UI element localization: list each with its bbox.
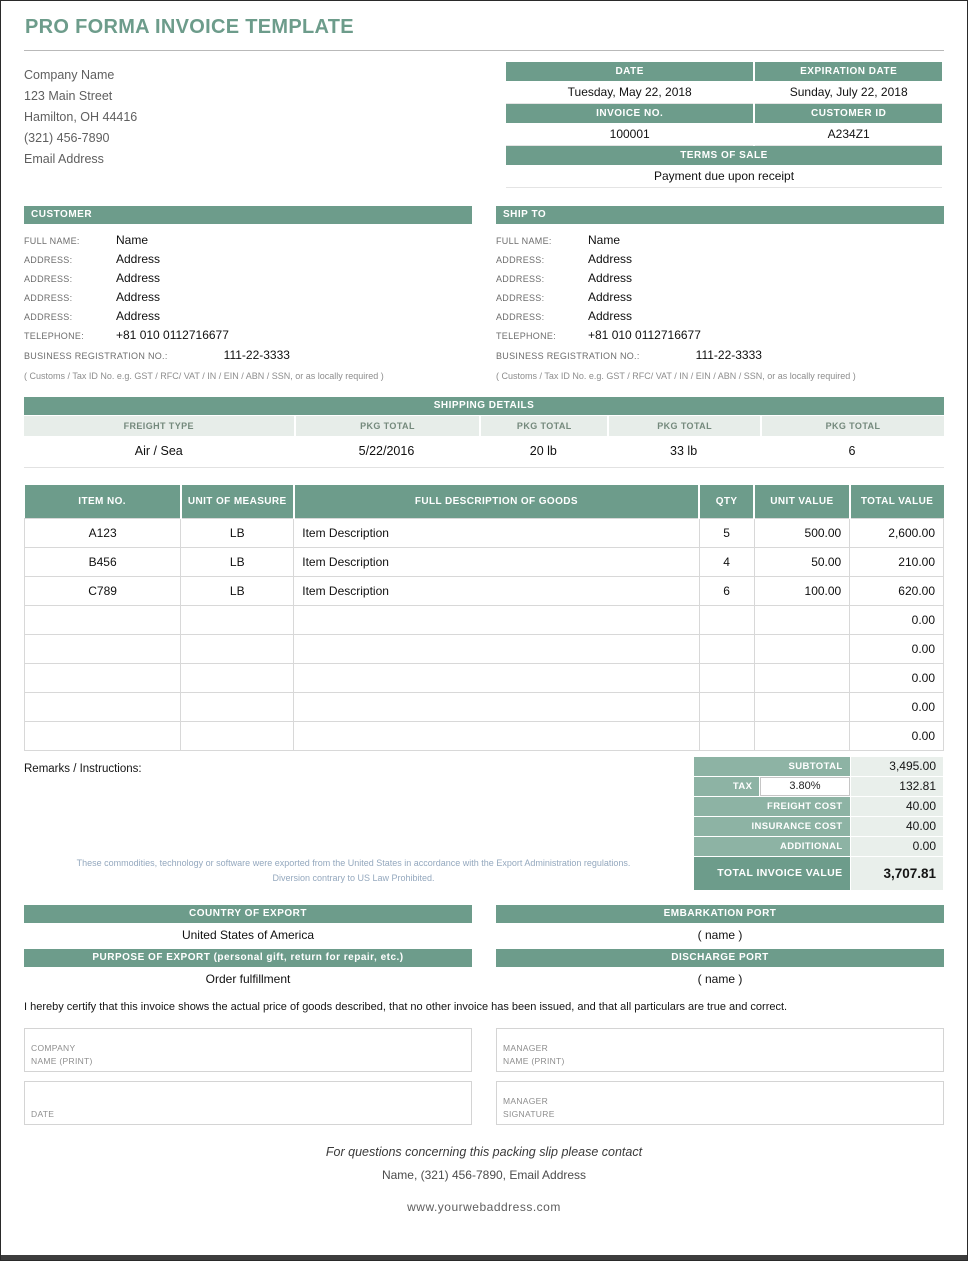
- field-value: Address: [116, 290, 161, 304]
- pkg-total-header: PKG TOTAL: [760, 416, 944, 436]
- unit-value-cell: [754, 634, 850, 663]
- items-header-row: [25, 485, 944, 518]
- total-value-header: TOTAL VALUE: [850, 485, 944, 518]
- totals-table: [693, 756, 944, 891]
- qty-cell: [699, 721, 754, 750]
- discharge-port-header-bar: DISCHARGE PORT: [496, 949, 944, 967]
- customer-section: [24, 206, 472, 381]
- ship-to-address-row: [496, 271, 944, 290]
- company-name: Company Name: [24, 68, 115, 82]
- customer-address-row: [24, 290, 472, 309]
- unit-cell: [181, 721, 294, 750]
- customer-id-value: A234Z1: [755, 123, 942, 146]
- unit-of-measure-header: UNIT OF MEASURE: [181, 485, 294, 518]
- legal-export-statement: [24, 856, 683, 891]
- company-email: Email Address: [24, 152, 104, 166]
- unit-cell: [181, 663, 294, 692]
- freight-type-value: Air / Sea: [24, 436, 294, 468]
- totals-section: [24, 756, 944, 891]
- description-header: FULL DESCRIPTION OF GOODS: [294, 485, 699, 518]
- invoice-no-value: 100001: [506, 123, 753, 146]
- items-table: [24, 485, 944, 751]
- description-cell: Item Description: [294, 576, 699, 605]
- customer-address-row: [24, 271, 472, 290]
- manager-name-print-label: MANAGER NAME (PRINT): [503, 1043, 565, 1066]
- unit-cell: [181, 605, 294, 634]
- table-row: [25, 605, 944, 634]
- business-reg-label: BUSINESS REGISTRATION NO.:: [24, 351, 168, 361]
- field-label: TELEPHONE:: [24, 331, 85, 341]
- expiration-date-value: Sunday, July 22, 2018: [755, 81, 942, 104]
- description-cell: [294, 663, 699, 692]
- field-label: TELEPHONE:: [496, 331, 557, 341]
- table-row: [25, 518, 944, 547]
- unit-value-header: UNIT VALUE: [754, 485, 850, 518]
- field-value: Address: [116, 309, 161, 323]
- ship-to-address-row: [496, 252, 944, 271]
- purpose-of-export-value: Order fulfillment: [205, 971, 291, 986]
- item-no-cell: [25, 721, 181, 750]
- customer-address-row: [24, 309, 472, 328]
- pkg-total-header: PKG TOTAL: [294, 416, 480, 436]
- description-cell: [294, 692, 699, 721]
- insurance-cost-value: 40.00: [851, 817, 943, 836]
- business-reg-value: 111-22-3333: [223, 348, 290, 362]
- subtotal-row: [694, 757, 943, 776]
- field-label: ADDRESS:: [496, 293, 545, 303]
- export-section: [24, 905, 944, 993]
- total-value-cell: 210.00: [850, 547, 944, 576]
- embarkation-port-header-bar: EMBARKATION PORT: [496, 905, 944, 923]
- unit-value-cell: [754, 605, 850, 634]
- ship-to-business-reg-note: ( Customs / Tax ID No. e.g. GST / RFC/ VAT / IN / EIN / ABN / SSN, or as locally required ): [496, 371, 856, 381]
- field-value: +81 010 0112716677: [588, 328, 701, 342]
- footer-contact-details: Name, (321) 456-7890, Email Address: [381, 1167, 587, 1182]
- insurance-cost-row: [694, 817, 943, 836]
- ship-to-section: [496, 206, 944, 381]
- date-header: DATE: [506, 62, 753, 81]
- customer-telephone-row: [24, 328, 472, 347]
- field-label: ADDRESS:: [496, 274, 545, 284]
- legal-line-2: Diversion contrary to US Law Prohibited.: [272, 873, 435, 884]
- field-label: ADDRESS:: [496, 255, 545, 265]
- field-label: ADDRESS:: [24, 255, 73, 265]
- embarkation-port-value: ( name ): [697, 927, 743, 942]
- business-reg-label: BUSINESS REGISTRATION NO.:: [496, 351, 640, 361]
- total-invoice-value-label: TOTAL INVOICE VALUE: [694, 857, 850, 890]
- total-value-cell: 0.00: [850, 692, 944, 721]
- ship-to-full-name-row: [496, 233, 944, 252]
- unit-value-cell: 50.00: [754, 547, 850, 576]
- unit-value-cell: [754, 663, 850, 692]
- country-of-export-value: United States of America: [181, 927, 315, 942]
- unit-value-cell: [754, 692, 850, 721]
- qty-header: QTY: [699, 485, 754, 518]
- shipping-details-grid: [24, 415, 944, 468]
- footer-web-address: www.yourwebaddress.com: [407, 1199, 561, 1214]
- export-right-column: [496, 905, 944, 993]
- terms-of-sale-header: TERMS OF SALE: [506, 146, 942, 165]
- pkg-total-value: 5/22/2016: [294, 436, 480, 468]
- field-value: Address: [116, 252, 161, 266]
- qty-cell: [699, 634, 754, 663]
- ship-to-header-bar: SHIP TO: [496, 206, 944, 224]
- total-value-cell: 0.00: [850, 663, 944, 692]
- unit-value-cell: 500.00: [754, 518, 850, 547]
- grand-total-row: [694, 857, 943, 890]
- description-cell: Item Description: [294, 547, 699, 576]
- company-info: [24, 62, 454, 188]
- field-value: Name: [116, 233, 149, 247]
- date-label: DATE: [31, 1108, 55, 1119]
- customer-business-reg-note: ( Customs / Tax ID No. e.g. GST / RFC/ VAT / IN / EIN / ABN / SSN, or as locally required ): [24, 371, 384, 381]
- field-label: ADDRESS:: [496, 312, 545, 322]
- unit-value-cell: [754, 721, 850, 750]
- freight-type-header: FREIGHT TYPE: [24, 416, 294, 436]
- field-label: ADDRESS:: [24, 274, 73, 284]
- company-city: Hamilton, OH 44416: [24, 110, 138, 124]
- insurance-cost-label: INSURANCE COST: [694, 817, 850, 836]
- remarks-label: Remarks / Instructions:: [24, 762, 142, 775]
- unit-cell: [181, 634, 294, 663]
- table-row: [25, 692, 944, 721]
- additional-row: [694, 837, 943, 856]
- field-value: Address: [116, 271, 161, 285]
- ship-to-address-row: [496, 290, 944, 309]
- company-phone: (321) 456-7890: [24, 131, 110, 145]
- qty-cell: [699, 663, 754, 692]
- field-value: Address: [588, 271, 633, 285]
- field-label: ADDRESS:: [24, 293, 73, 303]
- description-cell: [294, 605, 699, 634]
- ship-to-business-reg-row: [496, 348, 944, 368]
- export-left-column: [24, 905, 472, 993]
- field-label: FULL NAME:: [24, 236, 80, 246]
- table-row: [25, 663, 944, 692]
- item-no-cell: [25, 692, 181, 721]
- field-label: FULL NAME:: [496, 236, 552, 246]
- qty-cell: 5: [699, 518, 754, 547]
- manager-name-signature-box[interactable]: [496, 1028, 944, 1072]
- pkg-total-header: PKG TOTAL: [607, 416, 760, 436]
- field-value: Address: [588, 290, 633, 304]
- field-value: Name: [588, 233, 621, 247]
- description-cell: Item Description: [294, 518, 699, 547]
- shipping-details-header-bar: SHIPPING DETAILS: [24, 397, 944, 415]
- field-value: Address: [588, 252, 633, 266]
- unit-value-cell: 100.00: [754, 576, 850, 605]
- unit-cell: LB: [181, 518, 294, 547]
- description-cell: [294, 634, 699, 663]
- business-reg-value: 111-22-3333: [695, 348, 762, 362]
- total-value-cell: 2,600.00: [850, 518, 944, 547]
- qty-cell: 4: [699, 547, 754, 576]
- company-name-signature-box[interactable]: [24, 1028, 472, 1072]
- page-title: PRO FORMA INVOICE TEMPLATE: [24, 14, 944, 51]
- tax-rate-input[interactable]: 3.80%: [760, 777, 849, 796]
- shipping-details-section: [24, 397, 944, 468]
- item-no-cell: A123: [25, 518, 181, 547]
- additional-label: ADDITIONAL: [694, 837, 850, 856]
- ship-to-telephone-row: [496, 328, 944, 347]
- invoice-meta-table: [504, 62, 944, 188]
- qty-cell: [699, 605, 754, 634]
- table-row: [25, 634, 944, 663]
- certification-statement: I hereby certify that this invoice shows the actual price of goods described, that no other invoice has been issued, and that all particulars are true and correct.: [24, 1000, 788, 1013]
- country-of-export-header-bar: COUNTRY OF EXPORT: [24, 905, 472, 923]
- freight-cost-row: [694, 797, 943, 816]
- field-value: +81 010 0112716677: [116, 328, 229, 342]
- freight-cost-value: 40.00: [851, 797, 943, 816]
- table-row: [25, 547, 944, 576]
- total-value-cell: 0.00: [850, 605, 944, 634]
- discharge-port-value: ( name ): [697, 971, 743, 986]
- customer-id-header: CUSTOMER ID: [755, 104, 942, 123]
- pkg-total-value: 20 lb: [479, 436, 607, 468]
- qty-cell: 6: [699, 576, 754, 605]
- date-value: Tuesday, May 22, 2018: [506, 81, 753, 104]
- item-no-cell: [25, 605, 181, 634]
- legal-line-1: These commodities, technology or software were exported from the United States in accordance with the Export Administration regulations.: [76, 857, 631, 868]
- tax-row: [694, 777, 943, 796]
- total-value-cell: 620.00: [850, 576, 944, 605]
- company-name-print-label: COMPANY NAME (PRINT): [31, 1043, 93, 1066]
- pkg-total-value: 33 lb: [607, 436, 760, 468]
- parties-section: [24, 206, 944, 381]
- tax-value: 132.81: [851, 777, 943, 796]
- item-no-header: ITEM NO.: [25, 485, 181, 518]
- pkg-total-value: 6: [760, 436, 944, 468]
- field-value: Address: [588, 309, 633, 323]
- page-bottom-strip: [1, 1255, 967, 1260]
- footer: [24, 1145, 944, 1214]
- freight-cost-label: FREIGHT COST: [694, 797, 850, 816]
- unit-cell: LB: [181, 547, 294, 576]
- subtotal-label: SUBTOTAL: [694, 757, 850, 776]
- customer-full-name-row: [24, 233, 472, 252]
- remarks-column: [24, 756, 693, 891]
- ship-to-address-row: [496, 309, 944, 328]
- terms-of-sale-value: Payment due upon receipt: [506, 165, 942, 188]
- top-section: [24, 62, 944, 188]
- total-value-cell: 0.00: [850, 634, 944, 663]
- pkg-total-header: PKG TOTAL: [479, 416, 607, 436]
- item-no-cell: [25, 634, 181, 663]
- item-no-cell: B456: [25, 547, 181, 576]
- total-value-cell: 0.00: [850, 721, 944, 750]
- unit-cell: [181, 692, 294, 721]
- description-cell: [294, 721, 699, 750]
- tax-label: TAX: [694, 777, 759, 796]
- customer-address-row: [24, 252, 472, 271]
- customer-header-bar: CUSTOMER: [24, 206, 472, 224]
- customer-business-reg-row: [24, 348, 472, 368]
- footer-contact-note: For questions concerning this packing slip please contact: [325, 1144, 643, 1159]
- field-label: ADDRESS:: [24, 312, 73, 322]
- qty-cell: [699, 692, 754, 721]
- item-no-cell: [25, 663, 181, 692]
- signature-section: [24, 1028, 944, 1125]
- expiration-date-header: EXPIRATION DATE: [755, 62, 942, 81]
- manager-signature-label: MANAGER SIGNATURE: [503, 1096, 555, 1119]
- additional-value: 0.00: [851, 837, 943, 856]
- company-street: 123 Main Street: [24, 89, 113, 103]
- table-row: [25, 576, 944, 605]
- subtotal-value: 3,495.00: [851, 757, 943, 776]
- total-invoice-value: 3,707.81: [851, 857, 943, 890]
- purpose-of-export-header-bar: PURPOSE OF EXPORT (personal gift, return for repair, etc.): [24, 949, 472, 967]
- item-no-cell: C789: [25, 576, 181, 605]
- invoice-no-header: INVOICE NO.: [506, 104, 753, 123]
- table-row: [25, 721, 944, 750]
- manager-signature-box[interactable]: [496, 1081, 944, 1125]
- unit-cell: LB: [181, 576, 294, 605]
- date-signature-box[interactable]: [24, 1081, 472, 1125]
